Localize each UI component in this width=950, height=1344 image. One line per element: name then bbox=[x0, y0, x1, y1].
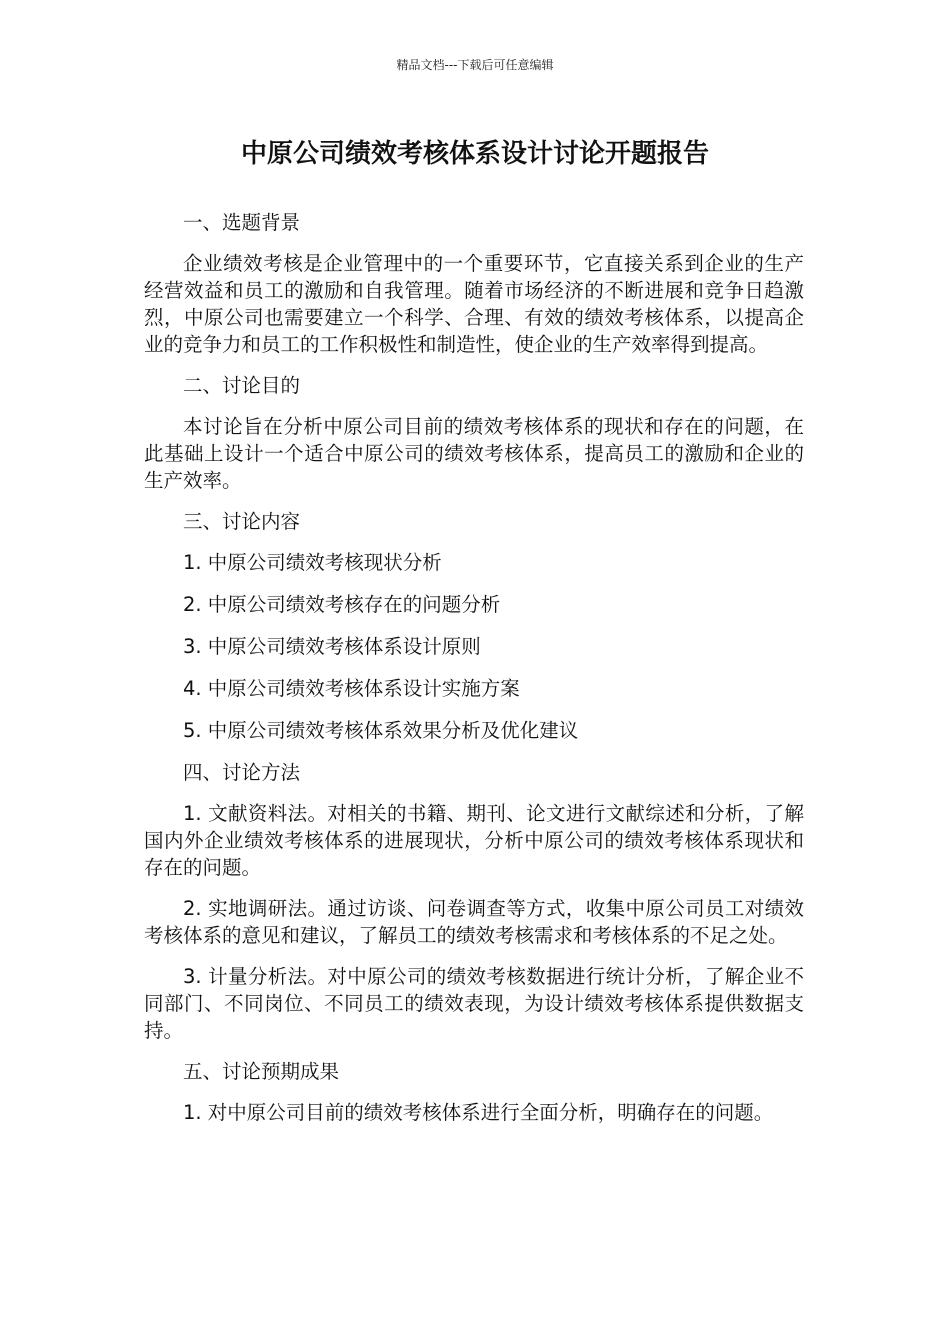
paragraph-method: 1. 文献资料法。对相关的书籍、期刊、论文进行文献综述和分析，了解国内外企业绩效考核体系的进展现状，分析中原公司的绩效考核体系现状和存在的问题。 bbox=[144, 802, 804, 879]
paragraph-purpose: 本讨论旨在分析中原公司目前的绩效考核体系的现状和存在的问题，在此基础上设计一个适合中原公司的绩效考核体系，提高员工的激励和企业的生产效率。 bbox=[144, 415, 804, 492]
section-heading-methods: 四、讨论方法 bbox=[183, 761, 301, 784]
list-item: 1. 对中原公司目前的绩效考核体系进行全面分析，明确存在的问题。 bbox=[183, 1101, 774, 1124]
list-item: 1. 中原公司绩效考核现状分析 bbox=[183, 551, 442, 574]
list-item: 5. 中原公司绩效考核体系效果分析及优化建议 bbox=[183, 719, 579, 742]
paragraph-method: 2. 实地调研法。通过访谈、问卷调查等方式，收集中原公司员工对绩效考核体系的意见和建议，了解员工的绩效考核需求和考核体系的不足之处。 bbox=[144, 897, 804, 947]
section-heading-purpose: 二、讨论目的 bbox=[183, 374, 301, 397]
section-heading-content: 三、讨论内容 bbox=[183, 510, 301, 533]
document-title: 中原公司绩效考核体系设计讨论开题报告 bbox=[240, 139, 709, 169]
list-item: 3. 中原公司绩效考核体系设计原则 bbox=[183, 635, 481, 658]
paragraph-background: 企业绩效考核是企业管理中的一个重要环节，它直接关系到企业的生产经营效益和员工的激励和自我管理。随着市场经济的不断进展和竞争日趋激烈，中原公司也需要建立一个科学、合理、有效的绩效考核体系，以提高企业的竞争力和员工的工作积极性和制造性，使企业的生产效率得到提高。 bbox=[144, 252, 804, 356]
paragraph-method: 3. 计量分析法。对中原公司的绩效考核数据进行统计分析，了解企业不同部门、不同岗位、不同员工的绩效表现，为设计绩效考核体系提供数据支持。 bbox=[144, 965, 804, 1042]
section-heading-background: 一、选题背景 bbox=[183, 211, 301, 234]
section-heading-outcomes: 五、讨论预期成果 bbox=[183, 1060, 340, 1083]
document-body bbox=[144, 209, 804, 1141]
page-header: 精品文档---下载后可任意编辑 bbox=[396, 58, 554, 72]
list-item: 2. 中原公司绩效考核存在的问题分析 bbox=[183, 593, 501, 616]
list-item: 4. 中原公司绩效考核体系设计实施方案 bbox=[183, 677, 520, 700]
